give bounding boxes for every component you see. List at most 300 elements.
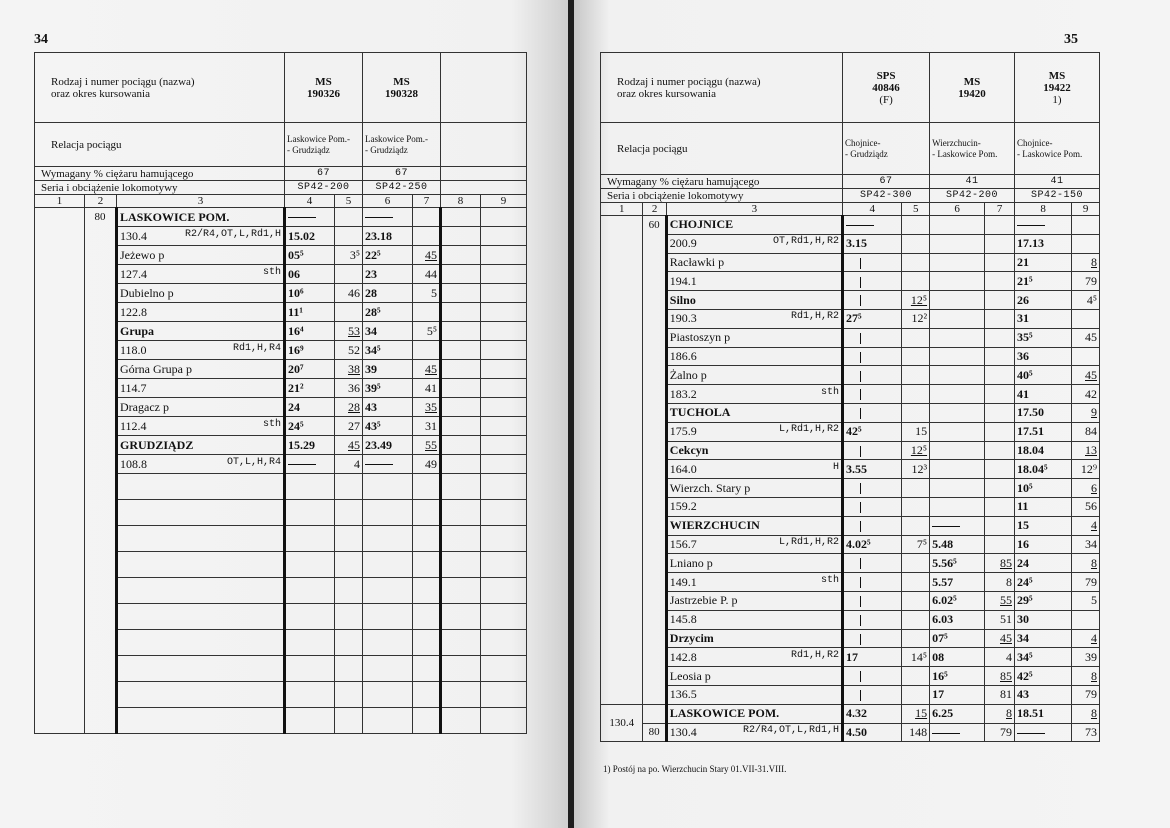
time-train-r1 bbox=[843, 629, 902, 648]
time-train-r2 bbox=[930, 723, 985, 742]
dwell-train-r3: 5 bbox=[1072, 591, 1100, 610]
time-train-r1: 4.32 bbox=[843, 704, 902, 723]
relation-label: Relacja pociągu bbox=[35, 123, 285, 167]
relation-train-r3: Chojnice- - Laskowice Pom. bbox=[1015, 123, 1100, 175]
brake-train-r1: 67 bbox=[843, 175, 930, 189]
dwell-train-2: 5⁵ bbox=[413, 322, 441, 341]
dwell-train-r3: 42 bbox=[1072, 385, 1100, 404]
dwell-train-r3: 4⁵ bbox=[1072, 291, 1100, 310]
table-row bbox=[601, 648, 1100, 667]
relation-label-right: Relacja pociągu bbox=[601, 123, 843, 175]
dwell-train-r1 bbox=[902, 272, 930, 291]
station-name: Dragacz p bbox=[117, 398, 285, 417]
station-km: 159.2 bbox=[666, 497, 842, 516]
dwell-train-r2 bbox=[985, 460, 1015, 479]
table-row bbox=[601, 704, 1100, 723]
dwell-train-r1: 12⁵ bbox=[902, 441, 930, 460]
timetable-right bbox=[600, 52, 1100, 742]
time-train-r2 bbox=[930, 309, 985, 328]
km-bottom: 130.4 bbox=[601, 704, 643, 742]
column-numbers: 1 2 3 4 5 6 7 8 9 bbox=[35, 195, 527, 208]
time-train-r3: 16 bbox=[1015, 535, 1072, 554]
time-train-r2 bbox=[930, 347, 985, 366]
dwell-train-r2 bbox=[985, 272, 1015, 291]
time-train-r1 bbox=[843, 272, 902, 291]
station-name: Silno bbox=[666, 291, 842, 310]
table-row bbox=[601, 347, 1100, 366]
dwell-train-1: 28 bbox=[335, 398, 363, 417]
dwell-train-r3: 56 bbox=[1072, 497, 1100, 516]
station-km: 108.8 OT,L,H,R4 bbox=[117, 455, 285, 474]
station-name: Piastoszyn p bbox=[666, 328, 842, 347]
dwell-train-2: 35 bbox=[413, 398, 441, 417]
dwell-train-r2 bbox=[985, 422, 1015, 441]
station-km: 145.8 bbox=[666, 610, 842, 629]
series-label-right: Seria i obciążenie lokomotywy bbox=[601, 189, 843, 203]
train-header-2: MS 190328 bbox=[363, 53, 441, 123]
time-train-r3: 17.13 bbox=[1015, 234, 1072, 253]
time-train-r2: 5.56⁵ bbox=[930, 554, 985, 573]
train-header-1: MS 190326 bbox=[285, 53, 363, 123]
time-train-1: 20⁷ bbox=[285, 360, 335, 379]
dwell-train-r3 bbox=[1072, 309, 1100, 328]
dwell-train-r1 bbox=[902, 516, 930, 535]
time-train-1: 15.29 bbox=[285, 436, 335, 455]
dwell-train-r2 bbox=[985, 347, 1015, 366]
dwell-train-r2 bbox=[985, 234, 1015, 253]
time-train-r1: 4.02⁵ bbox=[843, 535, 902, 554]
time-train-r1 bbox=[843, 441, 902, 460]
time-train-r2 bbox=[930, 516, 985, 535]
dwell-train-r1 bbox=[902, 573, 930, 592]
time-train-r1: 4.50 bbox=[843, 723, 902, 742]
table-row bbox=[601, 629, 1100, 648]
time-train-r2: 6.25 bbox=[930, 704, 985, 723]
dwell-train-r1 bbox=[902, 591, 930, 610]
time-train-r3: 36 bbox=[1015, 347, 1072, 366]
dwell-train-r2: 45 bbox=[985, 629, 1015, 648]
dwell-train-2 bbox=[413, 303, 441, 322]
time-train-r3: 31 bbox=[1015, 309, 1072, 328]
dwell-train-r3: 8 bbox=[1072, 667, 1100, 686]
time-train-r3: 42⁵ bbox=[1015, 667, 1072, 686]
timetable-left bbox=[34, 52, 527, 734]
dwell-train-r3: 8 bbox=[1072, 253, 1100, 272]
time-train-r1 bbox=[843, 403, 902, 422]
time-train-2: 28⁵ bbox=[363, 303, 413, 322]
dwell-train-r1 bbox=[902, 667, 930, 686]
station-km: 122.8 bbox=[117, 303, 285, 322]
dwell-train-1 bbox=[335, 227, 363, 246]
time-train-r3: 17.50 bbox=[1015, 403, 1072, 422]
dwell-train-r3: 79 bbox=[1072, 272, 1100, 291]
dwell-train-1: 53 bbox=[335, 322, 363, 341]
station-name: Drzycim bbox=[666, 629, 842, 648]
dwell-train-2: 55 bbox=[413, 436, 441, 455]
dwell-train-r3 bbox=[1072, 347, 1100, 366]
table-row bbox=[601, 216, 1100, 235]
dwell-train-r2: 79 bbox=[985, 723, 1015, 742]
dwell-train-1 bbox=[335, 208, 363, 227]
station-km: 136.5 bbox=[666, 685, 842, 704]
time-train-2 bbox=[363, 208, 413, 227]
dwell-train-r1 bbox=[902, 216, 930, 235]
table-row bbox=[601, 685, 1100, 704]
station-name: Lniano p bbox=[666, 554, 842, 573]
dwell-train-r3: 45 bbox=[1072, 366, 1100, 385]
station-km: 183.2 sth bbox=[666, 385, 842, 404]
time-train-r2 bbox=[930, 385, 985, 404]
time-train-r2: 07⁵ bbox=[930, 629, 985, 648]
dwell-train-2: 44 bbox=[413, 265, 441, 284]
time-train-r1: 42⁵ bbox=[843, 422, 902, 441]
time-train-r3: 18.04 bbox=[1015, 441, 1072, 460]
dwell-train-2: 5 bbox=[413, 284, 441, 303]
dwell-train-2: 41 bbox=[413, 379, 441, 398]
station-name: TUCHOLA bbox=[666, 403, 842, 422]
time-train-2: 22⁵ bbox=[363, 246, 413, 265]
dwell-train-r2: 4 bbox=[985, 648, 1015, 667]
time-train-r3 bbox=[1015, 723, 1072, 742]
station-km: 190.3 Rd1,H,R2 bbox=[666, 309, 842, 328]
table-row bbox=[601, 366, 1100, 385]
footnote: 1) Postój na po. Wierzchucin Stary 01.VII-31.VIII. bbox=[603, 764, 787, 774]
time-train-r2 bbox=[930, 460, 985, 479]
time-train-r3: 18.04⁵ bbox=[1015, 460, 1072, 479]
relation-train-2: Laskowice Pom.- - Grudziądz bbox=[363, 123, 441, 167]
time-train-r1 bbox=[843, 479, 902, 498]
dwell-train-1 bbox=[335, 303, 363, 322]
loco-train-r2: SP42-200 bbox=[930, 189, 1015, 203]
time-train-1: 05⁵ bbox=[285, 246, 335, 265]
dwell-train-r2 bbox=[985, 328, 1015, 347]
dwell-train-r1 bbox=[902, 403, 930, 422]
dwell-train-r1 bbox=[902, 610, 930, 629]
time-train-2: 34⁵ bbox=[363, 341, 413, 360]
table-row bbox=[601, 497, 1100, 516]
time-train-r1 bbox=[843, 216, 902, 235]
time-train-r3: 24 bbox=[1015, 554, 1072, 573]
dwell-train-2: 45 bbox=[413, 246, 441, 265]
table-row bbox=[601, 403, 1100, 422]
dwell-train-2 bbox=[413, 208, 441, 227]
time-train-r1 bbox=[843, 685, 902, 704]
dwell-train-r3: 12⁹ bbox=[1072, 460, 1100, 479]
table-row bbox=[601, 591, 1100, 610]
dwell-train-r1 bbox=[902, 253, 930, 272]
time-train-1: 24⁵ bbox=[285, 417, 335, 436]
time-train-r2 bbox=[930, 422, 985, 441]
left-page bbox=[0, 0, 568, 828]
table-row bbox=[601, 291, 1100, 310]
time-train-r1 bbox=[843, 291, 902, 310]
dwell-train-r3 bbox=[1072, 234, 1100, 253]
table-row bbox=[601, 460, 1100, 479]
station-km: 149.1 sth bbox=[666, 573, 842, 592]
station-km: 142.8 Rd1,H,R2 bbox=[666, 648, 842, 667]
table-row bbox=[601, 479, 1100, 498]
station-name: LASKOWICE POM. bbox=[117, 208, 285, 227]
time-train-r3: 29⁵ bbox=[1015, 591, 1072, 610]
brake-label-right: Wymagany % ciężaru hamującego bbox=[601, 175, 843, 189]
train-header-r1: SPS 40846 (F) bbox=[843, 53, 930, 123]
dwell-train-1: 36 bbox=[335, 379, 363, 398]
dwell-train-1: 27 bbox=[335, 417, 363, 436]
time-train-r1: 17 bbox=[843, 648, 902, 667]
station-km: 194.1 bbox=[666, 272, 842, 291]
dwell-train-r2 bbox=[985, 216, 1015, 235]
dwell-train-2: 31 bbox=[413, 417, 441, 436]
table-row bbox=[601, 309, 1100, 328]
time-train-r3: 41 bbox=[1015, 385, 1072, 404]
dwell-train-r3: 79 bbox=[1072, 573, 1100, 592]
dwell-train-r3: 9 bbox=[1072, 403, 1100, 422]
time-train-r2 bbox=[930, 328, 985, 347]
dwell-train-r3: 8 bbox=[1072, 704, 1100, 723]
speed-cell: 80 bbox=[85, 208, 117, 734]
dwell-train-r1 bbox=[902, 234, 930, 253]
dwell-train-r3: 79 bbox=[1072, 685, 1100, 704]
loco-train-r1: SP42-300 bbox=[843, 189, 930, 203]
time-train-r1 bbox=[843, 554, 902, 573]
dwell-train-1 bbox=[335, 265, 363, 284]
loco-train-r3: SP42-150 bbox=[1015, 189, 1100, 203]
time-train-2: 28 bbox=[363, 284, 413, 303]
speed-gap bbox=[643, 704, 666, 723]
brake-train-r2: 41 bbox=[930, 175, 1015, 189]
time-train-r3: 30 bbox=[1015, 610, 1072, 629]
station-km: 127.4 sth bbox=[117, 265, 285, 284]
dwell-train-r3: 39 bbox=[1072, 648, 1100, 667]
time-train-r2: 08 bbox=[930, 648, 985, 667]
time-train-2: 34 bbox=[363, 322, 413, 341]
time-train-2: 39 bbox=[363, 360, 413, 379]
dwell-train-r1 bbox=[902, 554, 930, 573]
time-train-1: 15.02 bbox=[285, 227, 335, 246]
station-name: Żalno p bbox=[666, 366, 842, 385]
station-name: Grupa bbox=[117, 322, 285, 341]
time-train-r3: 17.51 bbox=[1015, 422, 1072, 441]
dwell-train-r2 bbox=[985, 403, 1015, 422]
brake-train-2: 67 bbox=[363, 167, 441, 181]
station-name: LASKOWICE POM. bbox=[666, 704, 842, 723]
right-page bbox=[574, 0, 1170, 828]
station-km: 118.0 Rd1,H,R4 bbox=[117, 341, 285, 360]
dwell-train-r1 bbox=[902, 629, 930, 648]
dwell-train-r2 bbox=[985, 441, 1015, 460]
dwell-train-1: 3⁵ bbox=[335, 246, 363, 265]
time-train-r3: 34⁵ bbox=[1015, 648, 1072, 667]
page-number-left: 34 bbox=[34, 32, 48, 47]
dwell-train-2: 45 bbox=[413, 360, 441, 379]
time-train-r1: 3.55 bbox=[843, 460, 902, 479]
dwell-train-r1: 15 bbox=[902, 704, 930, 723]
dwell-train-r1: 12⁵ bbox=[902, 291, 930, 310]
time-train-1: 16⁹ bbox=[285, 341, 335, 360]
time-train-r2 bbox=[930, 366, 985, 385]
time-train-1 bbox=[285, 455, 335, 474]
dwell-train-r2: 85 bbox=[985, 554, 1015, 573]
dwell-train-r2 bbox=[985, 309, 1015, 328]
train-header-r3: MS 19422 1) bbox=[1015, 53, 1100, 123]
train-header-r2: MS 19420 bbox=[930, 53, 1015, 123]
time-train-r2 bbox=[930, 479, 985, 498]
time-train-r3: 26 bbox=[1015, 291, 1072, 310]
time-train-r2: 17 bbox=[930, 685, 985, 704]
time-train-r3: 21 bbox=[1015, 253, 1072, 272]
dwell-train-r3 bbox=[1072, 216, 1100, 235]
dwell-train-1: 4 bbox=[335, 455, 363, 474]
dwell-train-r1 bbox=[902, 479, 930, 498]
dwell-train-r1: 14⁵ bbox=[902, 648, 930, 667]
dwell-train-r2 bbox=[985, 253, 1015, 272]
dwell-train-r2 bbox=[985, 479, 1015, 498]
table-row bbox=[35, 208, 527, 227]
dwell-train-r3: 73 bbox=[1072, 723, 1100, 742]
page-number-right: 35 bbox=[1064, 32, 1078, 47]
station-name: GRUDZIĄDZ bbox=[117, 436, 285, 455]
time-train-r1 bbox=[843, 385, 902, 404]
station-name: Jeżewo p bbox=[117, 246, 285, 265]
time-train-r1 bbox=[843, 667, 902, 686]
time-train-r2 bbox=[930, 403, 985, 422]
dwell-train-r1 bbox=[902, 685, 930, 704]
time-train-2: 23 bbox=[363, 265, 413, 284]
time-train-r3: 11 bbox=[1015, 497, 1072, 516]
time-train-r1 bbox=[843, 497, 902, 516]
station-name: WIERZCHUCIN bbox=[666, 516, 842, 535]
time-train-r2 bbox=[930, 216, 985, 235]
dwell-train-r1: 12² bbox=[902, 309, 930, 328]
time-train-r3: 15 bbox=[1015, 516, 1072, 535]
time-train-r3: 35⁵ bbox=[1015, 328, 1072, 347]
table-row bbox=[601, 422, 1100, 441]
dwell-train-r1 bbox=[902, 385, 930, 404]
dwell-train-r3: 4 bbox=[1072, 516, 1100, 535]
time-train-1: 21² bbox=[285, 379, 335, 398]
time-train-2 bbox=[363, 455, 413, 474]
dwell-train-r3 bbox=[1072, 610, 1100, 629]
relation-train-r1: Chojnice- - Grudziądz bbox=[843, 123, 930, 175]
time-train-r1 bbox=[843, 328, 902, 347]
table-row bbox=[601, 535, 1100, 554]
loco-train-2: SP42-250 bbox=[363, 181, 441, 195]
series-label: Seria i obciążenie lokomotywy bbox=[35, 181, 285, 195]
time-train-r1 bbox=[843, 366, 902, 385]
dwell-train-r3: 6 bbox=[1072, 479, 1100, 498]
dwell-train-1: 46 bbox=[335, 284, 363, 303]
dwell-train-r1: 7⁵ bbox=[902, 535, 930, 554]
dwell-train-r1 bbox=[902, 328, 930, 347]
time-train-r2 bbox=[930, 234, 985, 253]
time-train-r1 bbox=[843, 610, 902, 629]
dwell-train-r3: 34 bbox=[1072, 535, 1100, 554]
table-row bbox=[601, 234, 1100, 253]
time-train-2: 43 bbox=[363, 398, 413, 417]
table-row bbox=[601, 667, 1100, 686]
dwell-train-1: 52 bbox=[335, 341, 363, 360]
time-train-2: 43⁵ bbox=[363, 417, 413, 436]
speed-cell-top: 60 bbox=[643, 216, 666, 705]
time-train-r1 bbox=[843, 253, 902, 272]
dwell-train-r2: 8 bbox=[985, 704, 1015, 723]
time-train-1: 16⁴ bbox=[285, 322, 335, 341]
station-km: 156.7 L,Rd1,H,R2 bbox=[666, 535, 842, 554]
dwell-train-r1 bbox=[902, 366, 930, 385]
relation-train-1: Laskowice Pom.- - Grudziądz bbox=[285, 123, 363, 167]
dwell-train-r2 bbox=[985, 291, 1015, 310]
dwell-train-r2: 81 bbox=[985, 685, 1015, 704]
dwell-train-r2 bbox=[985, 366, 1015, 385]
time-train-r2 bbox=[930, 291, 985, 310]
station-name: Leosia p bbox=[666, 667, 842, 686]
dwell-train-r3: 13 bbox=[1072, 441, 1100, 460]
brake-label: Wymagany % ciężaru hamującego bbox=[35, 167, 285, 181]
time-train-r3: 24⁵ bbox=[1015, 573, 1072, 592]
station-name: Dubielno p bbox=[117, 284, 285, 303]
dwell-train-r3: 45 bbox=[1072, 328, 1100, 347]
dwell-train-r2 bbox=[985, 385, 1015, 404]
time-train-r1 bbox=[843, 591, 902, 610]
time-train-r3: 40⁵ bbox=[1015, 366, 1072, 385]
dwell-train-1: 38 bbox=[335, 360, 363, 379]
time-train-r1 bbox=[843, 573, 902, 592]
table-row bbox=[601, 272, 1100, 291]
table-row bbox=[601, 554, 1100, 573]
station-km: 164.0 H bbox=[666, 460, 842, 479]
time-train-2: 39⁵ bbox=[363, 379, 413, 398]
station-name: Jastrzebie P. p bbox=[666, 591, 842, 610]
dwell-train-r2: 85 bbox=[985, 667, 1015, 686]
time-train-r2: 5.57 bbox=[930, 573, 985, 592]
time-train-r3: 43 bbox=[1015, 685, 1072, 704]
loco-train-1: SP42-200 bbox=[285, 181, 363, 195]
table-row bbox=[601, 441, 1100, 460]
time-train-1: 24 bbox=[285, 398, 335, 417]
station-km: 130.4 R2/R4,OT,L,Rd1,H bbox=[666, 723, 842, 742]
time-train-r3: 21⁵ bbox=[1015, 272, 1072, 291]
dwell-train-r3: 4 bbox=[1072, 629, 1100, 648]
dwell-train-1: 45 bbox=[335, 436, 363, 455]
station-name: CHOJNICE bbox=[666, 216, 842, 235]
station-name: Wierzch. Stary p bbox=[666, 479, 842, 498]
station-km: 200.9 OT,Rd1,H,R2 bbox=[666, 234, 842, 253]
brake-train-1: 67 bbox=[285, 167, 363, 181]
time-train-r2: 6.03 bbox=[930, 610, 985, 629]
table-row bbox=[601, 573, 1100, 592]
time-train-r1 bbox=[843, 347, 902, 366]
time-train-r2 bbox=[930, 441, 985, 460]
speed-cell-bottom: 80 bbox=[643, 723, 666, 742]
column-numbers-right: 1 2 3 4 5 6 7 8 9 bbox=[601, 203, 1100, 216]
time-train-r2: 5.48 bbox=[930, 535, 985, 554]
dwell-train-r1 bbox=[902, 497, 930, 516]
time-train-r2 bbox=[930, 253, 985, 272]
time-train-2: 23.18 bbox=[363, 227, 413, 246]
table-row bbox=[601, 385, 1100, 404]
time-train-1: 10⁶ bbox=[285, 284, 335, 303]
dwell-train-2 bbox=[413, 341, 441, 360]
table-row bbox=[601, 723, 1100, 742]
dwell-train-2: 49 bbox=[413, 455, 441, 474]
time-train-r1: 3.15 bbox=[843, 234, 902, 253]
table-row bbox=[601, 610, 1100, 629]
station-name: Cekcyn bbox=[666, 441, 842, 460]
dwell-train-r2: 55 bbox=[985, 591, 1015, 610]
time-train-r2 bbox=[930, 497, 985, 516]
brake-train-r3: 41 bbox=[1015, 175, 1100, 189]
dwell-train-r2 bbox=[985, 497, 1015, 516]
